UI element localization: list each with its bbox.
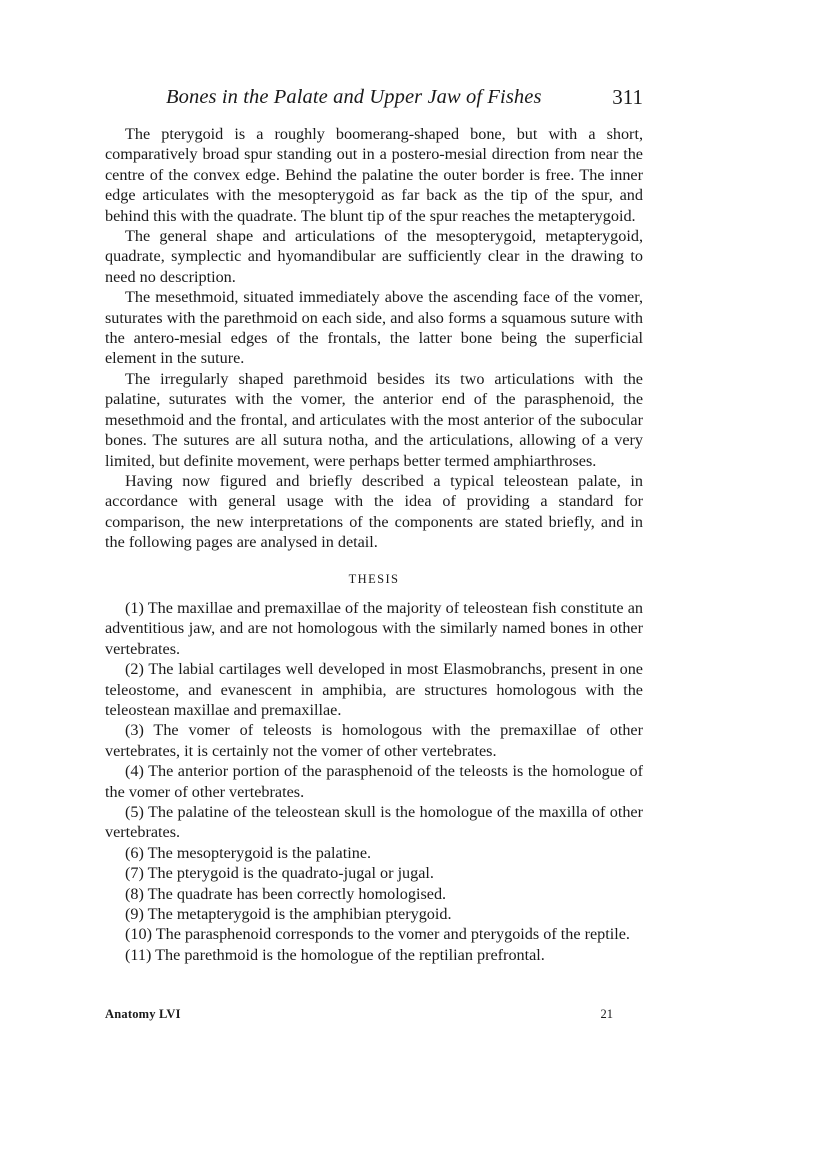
paragraph-mesethmoid: The mesethmoid, situated immediately above the ascending face of the vomer, suturates with the parethmoid on each side, and also forms a squamous suture with the antero-mesial edges of the frontals, the latter bone being the superficial element in the suture. (105, 288, 643, 368)
thesis-item: (11) The parethmoid is the homologue of the reptilian prefrontal. (125, 945, 545, 964)
body-text (105, 124, 643, 965)
paragraph-parethmoid: The irregularly shaped parethmoid besides its two articulations with the palatine, suturates with the vomer, the anterior end of the parasphenoid, the mesethmoid and the frontal, and articulates with the most anterior of the subocular bones. The sutures are all sutura notha, and the articulations, allowing of a very limited, but definite movement, were perhaps better termed amphiarthroses. (105, 369, 643, 470)
page-number: 311 (612, 85, 643, 109)
thesis-item: (2) The labial cartilages well developed in most Elasmobranchs, present in one teleostome, and evanescent in amphibia, are structures homologous with the teleostean maxillae and premaxillae. (105, 660, 643, 719)
thesis-item: (7) The pterygoid is the quadrato-jugal or jugal. (125, 864, 434, 883)
thesis-item: (10) The parasphenoid corresponds to the vomer and pterygoids of the reptile. (125, 925, 630, 944)
running-title: Bones in the Palate and Upper Jaw of Fishes (166, 86, 542, 108)
paragraph-general-shape: The general shape and articulations of the mesopterygoid, metapterygoid, quadrate, symplectic and hyomandibular are sufficiently clear in the drawing to need no description. (105, 227, 643, 286)
thesis-item: (1) The maxillae and premaxillae of the majority of teleostean fish constitute an adventitious jaw, and are not homologous with the similarly named bones in other vertebrates. (105, 598, 643, 658)
running-head (105, 82, 643, 118)
thesis-heading: THESIS (348, 571, 400, 586)
thesis-item: (6) The mesopterygoid is the palatine. (125, 843, 372, 862)
thesis-item: (9) The metapterygoid is the amphibian pterygoid. (125, 905, 452, 924)
thesis-item: (3) The vomer of teleosts is homologous with the premaxillae of other vertebrates, it is certainly not the vomer of other vertebrates. (105, 721, 643, 760)
page (105, 82, 643, 1021)
signature-number: 21 (600, 1007, 613, 1021)
thesis-list (105, 598, 643, 965)
signature-label: Anatomy LVI (105, 1007, 181, 1021)
paragraph-summary: Having now figured and briefly described a typical teleostean palate, in accordance with general usage with the idea of providing a standard for comparison, the new interpretations of the components are stated briefly, and in the following pages are analysed in detail. (105, 471, 643, 552)
thesis-item: (8) The quadrate has been correctly homologised. (125, 884, 447, 903)
thesis-item: (4) The anterior portion of the parasphenoid of the teleosts is the homologue of the vomer of other vertebrates. (105, 762, 643, 801)
paragraph-pterygoid: The pterygoid is a roughly boomerang-shaped bone, but with a short, comparatively broad spur standing out in a postero-mesial direction from near the centre of the convex edge. Behind the palatine the outer border is free. The inner edge articulates with the mesopterygoid as far back as the tip of the spur, and behind this with the quadrate. The blunt tip of the spur reaches the metapterygoid. (105, 125, 643, 225)
thesis-item: (5) The palatine of the teleostean skull is the homologue of the maxilla of other vertebrates. (105, 803, 643, 842)
